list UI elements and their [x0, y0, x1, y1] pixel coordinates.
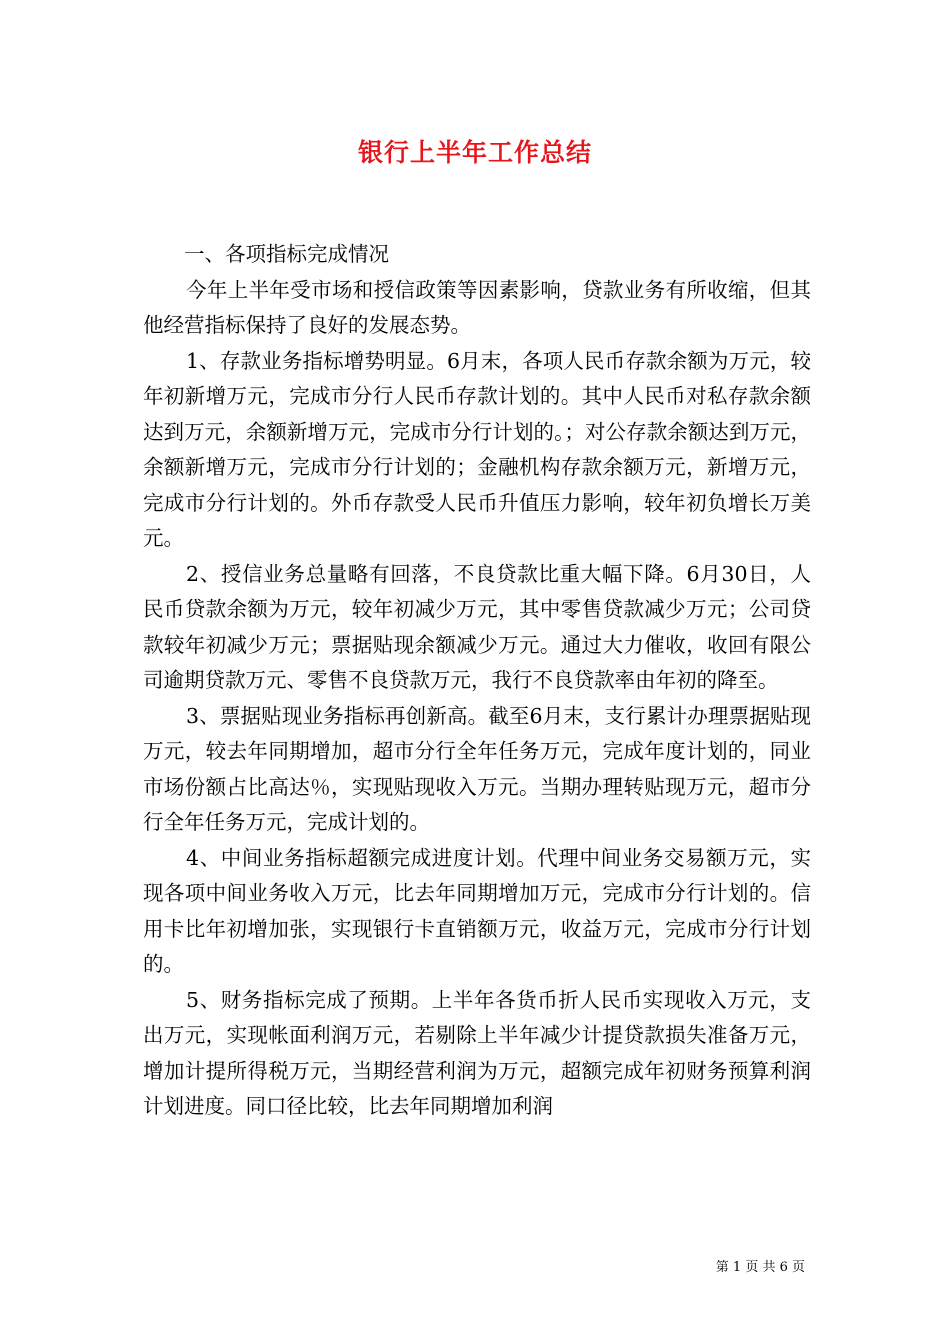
section-heading: 一、各项指标完成情况 [184, 242, 389, 266]
document-body [143, 237, 811, 1125]
paragraph-intermediary: 4、中间业务指标超额完成进度计划。代理中间业务交易额万元，实现各项中间业务收入万元，比去年同期增加万元，完成市分行计划的。信用卡比年初增加张，实现银行卡直销额万元，收益万元，完成市分行计划的。 [143, 845, 811, 976]
document-title: 银行上半年工作总结 [357, 138, 592, 167]
paragraph-finance: 5、财务指标完成了预期。上半年各货币折人民币实现收入万元，支出万元，实现帐面利润万元，若剔除上半年减少计提贷款损失准备万元，增加计提所得税万元，当期经营利润为万元，超额完成年初财务预算利润计划进度。同口径比较，比去年同期增加利润 [143, 987, 811, 1118]
paragraph-credit: 2、授信业务总量略有回落，不良贷款比重大幅下降。6月30日，人民币贷款余额为万元，较年初减少万元，其中零售贷款减少万元；公司贷款较年初减少万元；票据贴现余额减少万元。通过大力催收，收回有限公司逾期贷款万元、零售不良贷款万元，我行不良贷款率由年初的降至。 [143, 561, 811, 692]
paragraph-deposits: 1、存款业务指标增势明显。6月末，各项人民币存款余额为万元，较年初新增万元，完成市分行人民币存款计划的。其中人民币对私存款余额达到万元，余额新增万元，完成市分行计划的。；对公存款余额达到万元，余额新增万元，完成市分行计划的；金融机构存款余额万元，新增万元，完成市分行计划的。外币存款受人民币升值压力影响，较年初负增长万美元。 [143, 348, 811, 550]
page-number: 第 1 页 共 6 页 [715, 1260, 805, 1275]
paragraph-intro: 今年上半年受市场和授信政策等因素影响，贷款业务有所收缩，但其他经营指标保持了良好的发展态势。 [143, 277, 811, 337]
paragraph-bill-discount: 3、票据贴现业务指标再创新高。截至6月末，支行累计办理票据贴现万元，较去年同期增加，超市分行全年任务万元，完成年度计划的，同业市场份额占比高达％，实现贴现收入万元。当期办理转贴现万元，超市分行全年任务万元，完成计划的。 [143, 703, 811, 834]
